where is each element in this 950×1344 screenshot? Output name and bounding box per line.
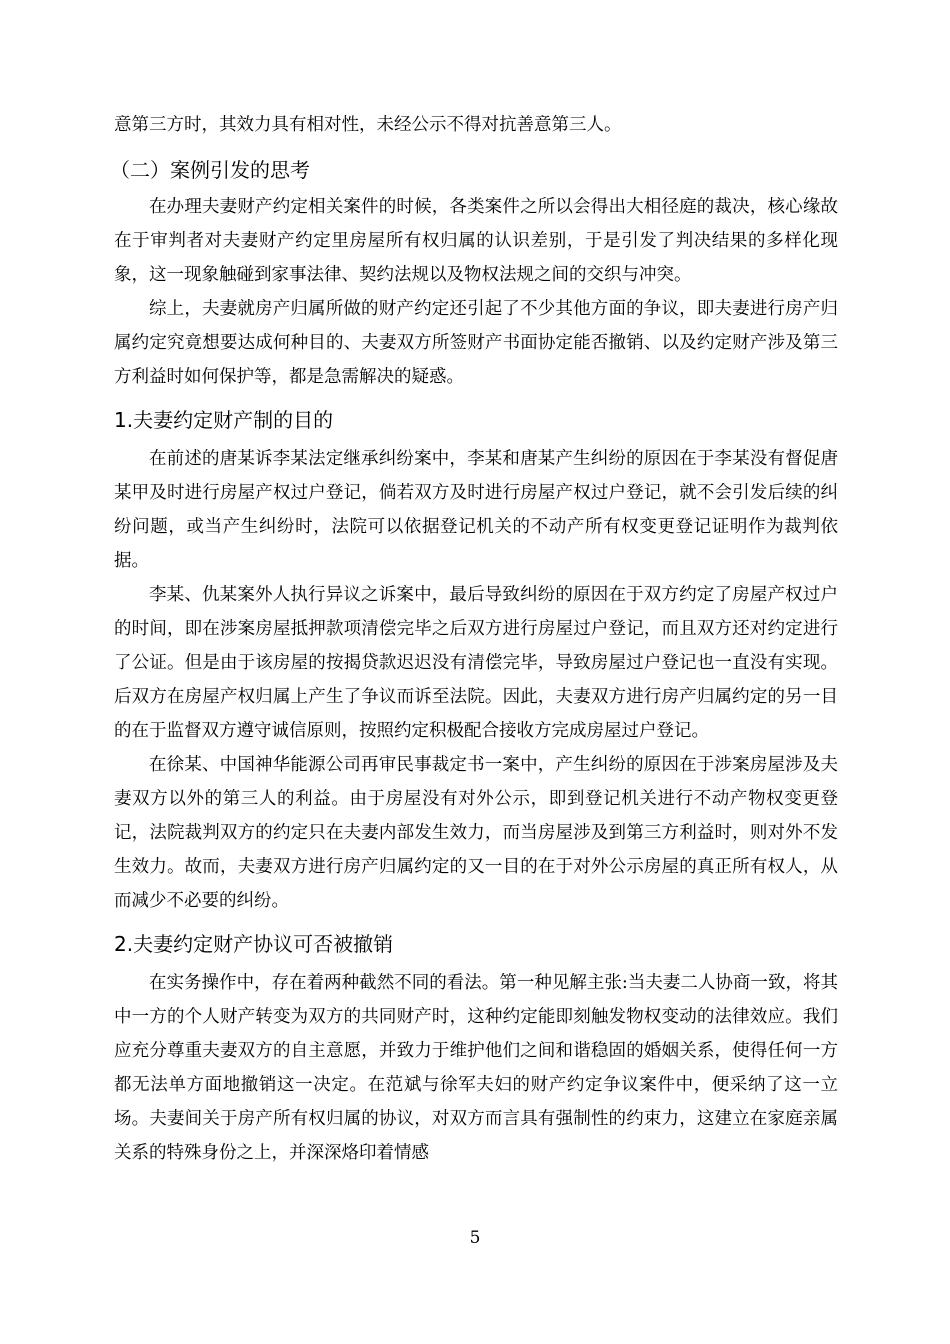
subsection-heading-revocation: 2.夫妻约定财产协议可否被撤销 xyxy=(114,932,394,956)
page-body xyxy=(110,108,838,1170)
paragraph: 在前述的唐某诉李某法定继承纠纷案中，李某和唐某产生纠纷的原因在于李某没有督促唐某甲及时进行房屋产权过户登记，倘若双方及时进行房屋产权过户登记，就不会引发后续的纠纷问题，或当产生纠纷时，法院可以依据登记机关的不动产所有权变更登记证明作为裁判依据。 xyxy=(114,449,838,571)
paragraph: 李某、仇某案外人执行异议之诉案中，最后导致纠纷的原因在于双方约定了房屋产权过户的时间，即在涉案房屋抵押款项清偿完毕之后双方进行房屋过户登记，而且双方还对约定进行了公证。但是由于该房屋的按揭贷款迟迟没有清偿完毕，导致房屋过户登记也一直没有实现。后双方在房屋产权归属上产生了争议而诉至法院。因此，夫妻双方进行房产归属约定的另一目的在于监督双方遵守诚信原则，按照约定积极配合接收方完成房屋过户登记。 xyxy=(114,585,838,741)
page-number: 5 xyxy=(469,1228,481,1248)
paragraph: 在徐某、中国神华能源公司再审民事裁定书一案中，产生纠纷的原因在于涉案房屋涉及夫妻双方以外的第三人的利益。由于房屋没有对外公示，即到登记机关进行不动产物权变更登记，法院裁判双方的约定只在夫妻内部发生效力，而当房屋涉及到第三方利益时，则对外不发生效力。故而，夫妻双方进行房产归属约定的又一目的在于对外公示房屋的真正所有权人，从而减少不必要的纠纷。 xyxy=(114,755,838,911)
paragraph: 在实务操作中，存在着两种截然不同的看法。第一种见解主张:当夫妻二人协商一致，将其中一方的个人财产转变为双方的共同财产时，这种约定能即刻触发物权变动的法律效应。我们应充分尊重夫妻双方的自主意愿，并致力于维护他们之间和谐稳固的婚姻关系，使得任何一方都无法单方面地撤销这一决定。在范斌与徐军夫妇的财产约定争议案件中，便采纳了这一立场。夫妻间关于房产所有权归属的协议，对双方而言具有强制性的约束力，这建立在家庭亲属关系的特殊身份之上，并深深烙印着情感 xyxy=(114,973,838,1163)
subsection-heading-purpose: 1.夫妻约定财产制的目的 xyxy=(114,408,334,432)
section-heading: （二）案例引发的思考 xyxy=(110,158,310,182)
paragraph: 在办理夫妻财产约定相关案件的时候，各类案件之所以会得出大相径庭的裁决，核心缘故在于审判者对夫妻财产约定里房屋所有权归属的认识差别，于是引发了判决结果的多样化现象，这一现象触碰到家事法律、契约法规以及物权法规之间的交织与冲突。 xyxy=(114,197,838,285)
paragraph: 综上，夫妻就房产归属所做的财产约定还引起了不少其他方面的争议，即夫妻进行房产归属约定究竟想要达成何种目的、夫妻双方所签财产书面协定能否撤销、以及约定财产涉及第三方利益时如何保护等，都是急需解决的疑惑。 xyxy=(114,299,838,387)
continuation-paragraph: 意第三方时，其效力具有相对性，未经公示不得对抗善意第三人。 xyxy=(114,115,622,135)
